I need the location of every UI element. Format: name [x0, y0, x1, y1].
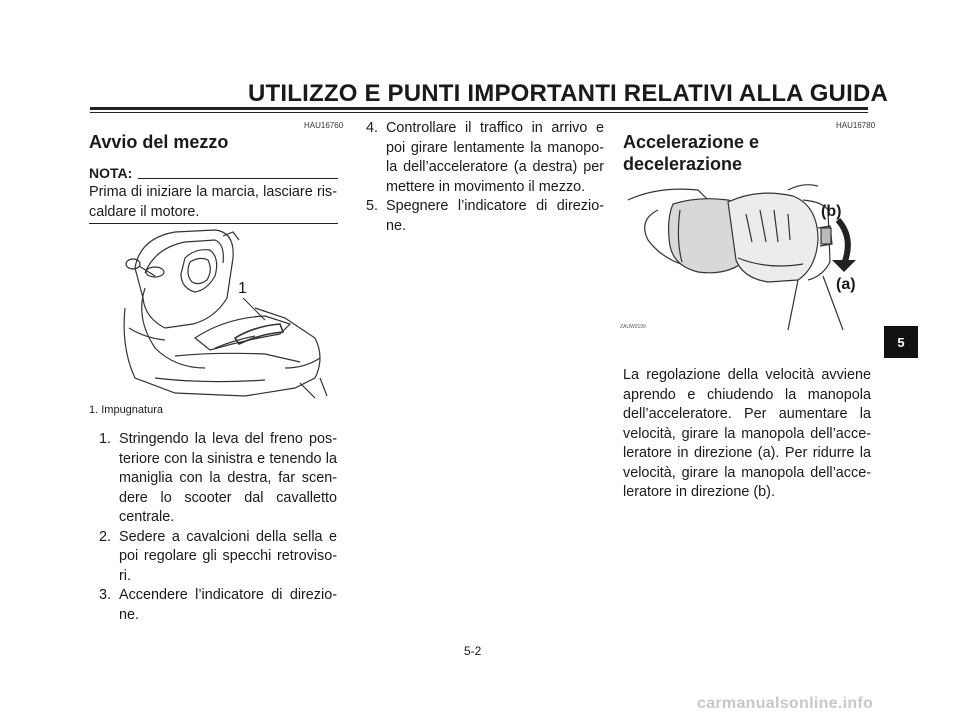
- list-item: 3. Accendere l’indicatore di direzio-ne.: [99, 587, 337, 623]
- list-item: 2. Sedere a cavalcioni della sella e poi regolare gli specchi retroviso-ri.: [99, 528, 337, 584]
- section-heading-avvio: Avvio del mezzo: [89, 132, 229, 152]
- throttle-paragraph: La regolazione della velocità avviene aprendo e chiudendo la manopola dell’acceleratore. Per aumentare la velocità, girare la manopola dell’acce-leratore in direzione (a). Per ridurre la velocità, girare la manopola dell’acce-leratore in direzione (b).: [623, 367, 871, 500]
- scooter-illustration: [115, 228, 330, 400]
- label-direction-a: (a): [836, 276, 856, 293]
- figure-code: ZAUW0199: [620, 324, 646, 330]
- list-item: 1. Stringendo la leva del freno pos-teriore con la sinistra e tenendo la maniglia con la destra, far scen-dere lo scooter dal cavalletto centrale.: [99, 431, 337, 525]
- label-direction-b: (b): [821, 203, 842, 220]
- page-number: 5-2: [464, 644, 482, 658]
- nota-top-rule: [138, 178, 338, 179]
- watermark-text: carmanualsonline.info: [697, 695, 874, 712]
- section-code-left: HAU16760: [304, 121, 344, 130]
- figure-caption: 1. Impugnatura: [89, 404, 163, 416]
- list-item: 4. Controllare il traffico in arrivo e poi girare lentamente la manopo-la dell’acceleratore (a destra) per mettere in movimento il mezzo.: [366, 120, 604, 195]
- steps-list-left: [89, 430, 337, 625]
- section-heading-accelerazione: Accelerazione e decelerazione: [623, 132, 760, 174]
- header-rule-thin: [90, 112, 868, 113]
- nota-bottom-rule: [89, 223, 338, 224]
- section-code-right: HAU16780: [836, 121, 876, 130]
- header-rule: [90, 107, 868, 110]
- steps-list-middle: [356, 119, 604, 236]
- list-item: 5. Spegnere l’indicatore di direzio-ne.: [366, 198, 604, 234]
- nota-label: NOTA:: [89, 165, 133, 181]
- chapter-tab: 5: [884, 326, 918, 358]
- page-header-title: UTILIZZO E PUNTI IMPORTANTI RELATIVI ALLA GUIDA: [248, 80, 889, 107]
- figure-label-1: 1: [238, 280, 247, 297]
- nota-text: Prima di iniziare la marcia, lasciare ris-caldare il motore.: [89, 184, 337, 220]
